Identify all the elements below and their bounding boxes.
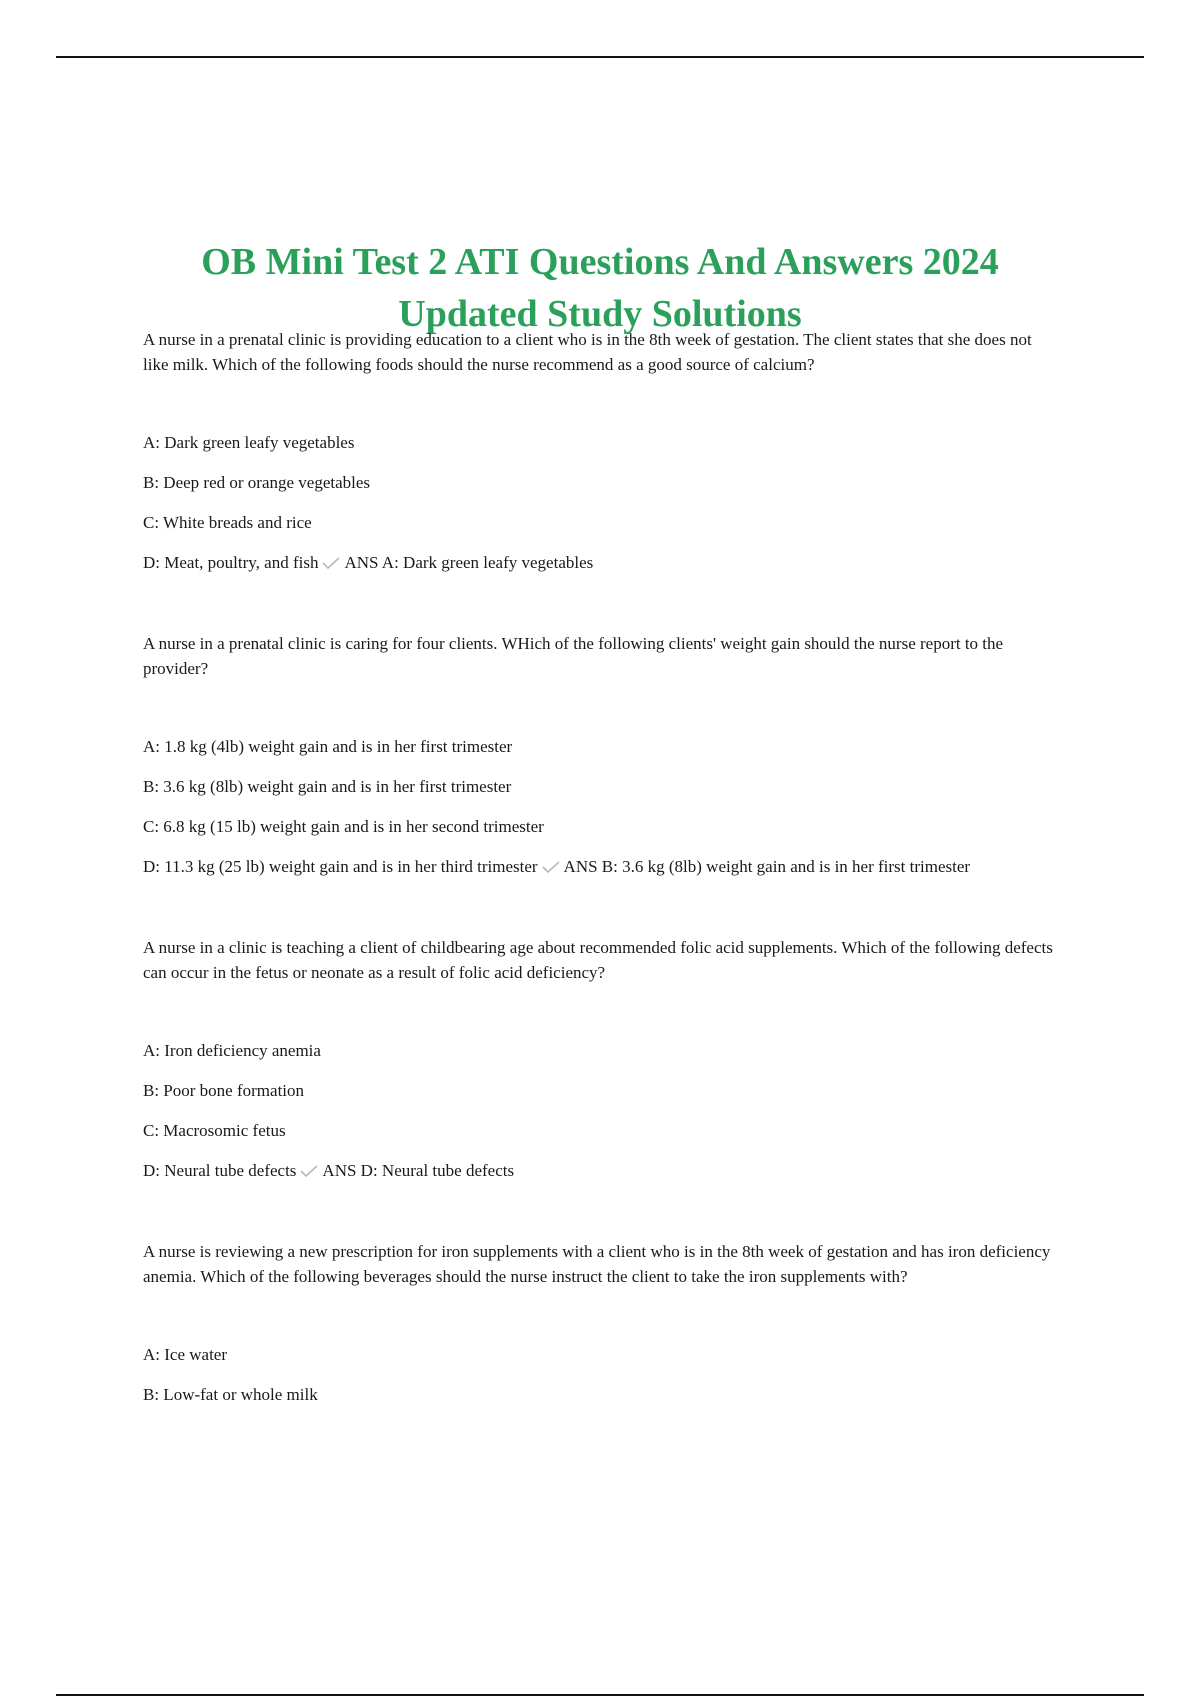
question-block: [143, 631, 1058, 879]
question-text: A nurse in a clinic is teaching a client of childbearing age about recommended folic acid supplements. Which of the following defects can occur in the fetus or neonate as a result of folic acid deficiency?: [143, 938, 1053, 982]
question-block: [143, 327, 1058, 575]
question-text: A nurse in a prenatal clinic is providing education to a client who is in the 8th week of gestation. The client states that she does not like milk. Which of the following foods should the nurse recommend as a good source of calcium?: [143, 330, 1032, 374]
option: B: Poor bone formation: [143, 1081, 305, 1100]
option: A: Ice water: [143, 1345, 228, 1364]
option: A: 1.8 kg (4lb) weight gain and is in her first trimester: [143, 737, 513, 756]
answer-options: [143, 1038, 1058, 1183]
option: A: Iron deficiency anemia: [143, 1041, 321, 1060]
title-line-1: OB Mini Test 2 ATI Questions And Answers 2024: [201, 241, 999, 284]
answer-key: ANS D: Neural tube defects: [322, 1161, 515, 1180]
option: C: White breads and rice: [143, 513, 312, 532]
answer-key: ANS A: Dark green leafy vegetables: [344, 553, 594, 572]
option-with-answer: [143, 854, 1058, 879]
check-mark-icon: [322, 557, 340, 569]
option: D: Meat, poultry, and fish: [143, 553, 319, 572]
option: D: 11.3 kg (25 lb) weight gain and is in her third trimester: [143, 857, 538, 876]
bottom-rule: [56, 1694, 1144, 1696]
option: B: Deep red or orange vegetables: [143, 473, 371, 492]
check-mark-icon: [300, 1165, 318, 1177]
answer-options: [143, 734, 1058, 879]
document-title: [100, 236, 1100, 340]
option-with-answer: [143, 550, 1058, 575]
question-text: A nurse in a prenatal clinic is caring for four clients. WHich of the following clients' weight gain should the nurse report to the provider?: [143, 634, 1004, 678]
answer-options: [143, 430, 1058, 575]
option: C: 6.8 kg (15 lb) weight gain and is in her second trimester: [143, 817, 544, 836]
option: D: Neural tube defects: [143, 1161, 297, 1180]
title-line-2: Updated Study Solutions: [398, 293, 802, 336]
answer-options: [143, 1342, 1058, 1407]
question-list: [143, 327, 1058, 1463]
top-rule: [56, 56, 1144, 58]
option: B: 3.6 kg (8lb) weight gain and is in her first trimester: [143, 777, 512, 796]
question-block: [143, 1239, 1058, 1407]
option: C: Macrosomic fetus: [143, 1121, 286, 1140]
option: B: Low-fat or whole milk: [143, 1385, 318, 1404]
check-mark-icon: [542, 861, 560, 873]
option: A: Dark green leafy vegetables: [143, 433, 355, 452]
question-block: [143, 935, 1058, 1183]
option-with-answer: [143, 1158, 1058, 1183]
question-text: A nurse is reviewing a new prescription for iron supplements with a client who is in the 8th week of gestation and has iron deficiency anemia. Which of the following beverages should the nurse instruct the client to take the iron supplements with?: [143, 1242, 1051, 1286]
answer-key: ANS B: 3.6 kg (8lb) weight gain and is in her first trimester: [563, 857, 971, 876]
